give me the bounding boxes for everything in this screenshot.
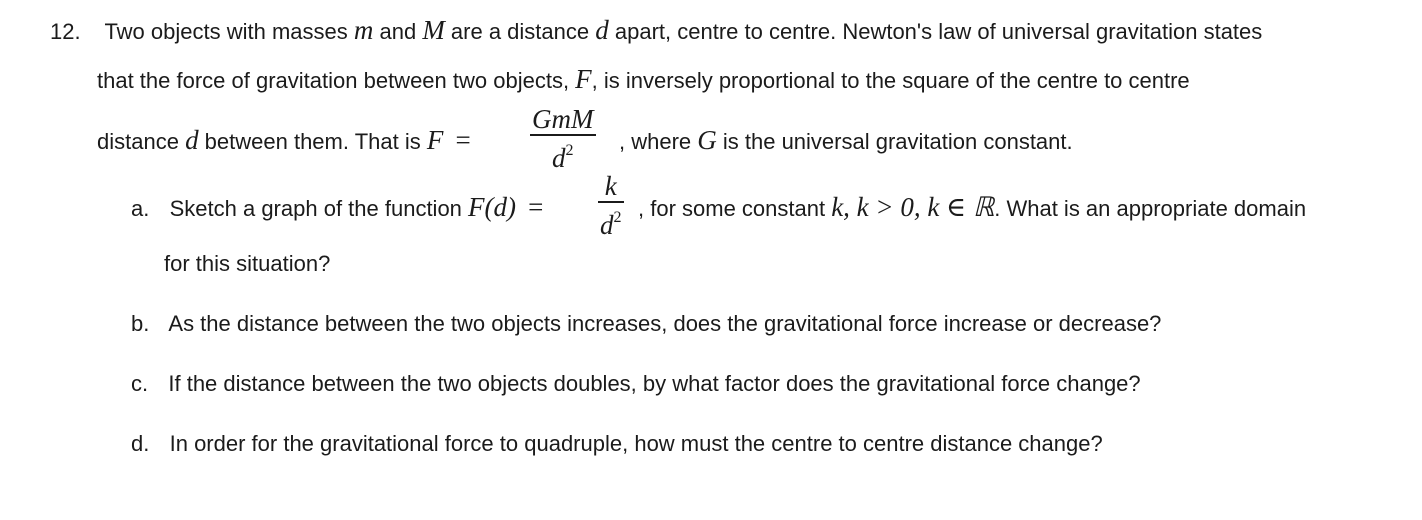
function-fraction bbox=[598, 171, 624, 240]
part-text: for this situation? bbox=[164, 251, 331, 276]
var-d: d bbox=[185, 125, 199, 155]
intro-text: , is inversely proportional to the square of the centre to centre bbox=[591, 68, 1190, 93]
var-G: G bbox=[697, 125, 717, 155]
question-line-3 bbox=[97, 126, 471, 156]
part-text: , for some constant bbox=[638, 196, 832, 221]
fraction-denominator: $d^2$ bbox=[552, 141, 574, 173]
intro-text: is the universal gravitation constant. bbox=[716, 129, 1073, 154]
intro-text: Two objects with masses bbox=[104, 19, 354, 44]
part-label: c. bbox=[131, 371, 149, 396]
question-line-1 bbox=[50, 16, 1262, 46]
question-number: 12. bbox=[50, 19, 81, 44]
part-c bbox=[131, 370, 1141, 398]
part-label: b. bbox=[131, 311, 150, 336]
fraction-denominator: $d^2$ bbox=[600, 208, 622, 240]
part-text: If the distance between the two objects doubles, by what factor does the gravitational force change? bbox=[168, 371, 1141, 396]
equals-sign: = bbox=[528, 192, 544, 222]
intro-text: that the force of gravitation between two objects, bbox=[97, 68, 576, 93]
fraction-numerator: GmM bbox=[532, 104, 594, 134]
part-text: . What is an appropriate domain bbox=[994, 196, 1307, 221]
function-notation: F(d) bbox=[468, 192, 517, 222]
gravitation-fraction bbox=[530, 104, 596, 173]
equals-sign: = bbox=[455, 125, 471, 155]
part-text: As the distance between the two objects increases, does the gravitational force increase or decrease? bbox=[168, 311, 1162, 336]
part-label: a. bbox=[131, 196, 150, 221]
intro-text: distance bbox=[97, 129, 186, 154]
var-d: d bbox=[595, 15, 609, 45]
var-M: M bbox=[422, 15, 445, 45]
part-d bbox=[131, 430, 1103, 458]
question-line-2 bbox=[97, 65, 1190, 95]
intro-text: apart, centre to centre. Newton's law of universal gravitation states bbox=[608, 19, 1263, 44]
part-text: Sketch a graph of the function bbox=[169, 196, 469, 221]
intro-text: and bbox=[373, 19, 423, 44]
var-F: F bbox=[575, 64, 592, 94]
part-a-line-2 bbox=[164, 250, 330, 278]
part-a-line-1 bbox=[131, 193, 543, 223]
constant-constraint: k, k > 0, k ∈ ℝ bbox=[831, 192, 995, 222]
part-text: In order for the gravitational force to quadruple, how must the centre to centre distance change? bbox=[169, 431, 1103, 456]
intro-text: between them. That is bbox=[198, 129, 427, 154]
question-line-3-cont bbox=[619, 126, 1073, 156]
var-F: F bbox=[426, 125, 444, 155]
fraction-numerator: k bbox=[604, 171, 617, 201]
part-b bbox=[131, 310, 1161, 338]
intro-text: , where bbox=[619, 129, 698, 154]
part-label: d. bbox=[131, 431, 150, 456]
var-m: m bbox=[353, 15, 374, 45]
intro-text: are a distance bbox=[444, 19, 596, 44]
part-a-line-1-cont bbox=[638, 193, 1306, 223]
